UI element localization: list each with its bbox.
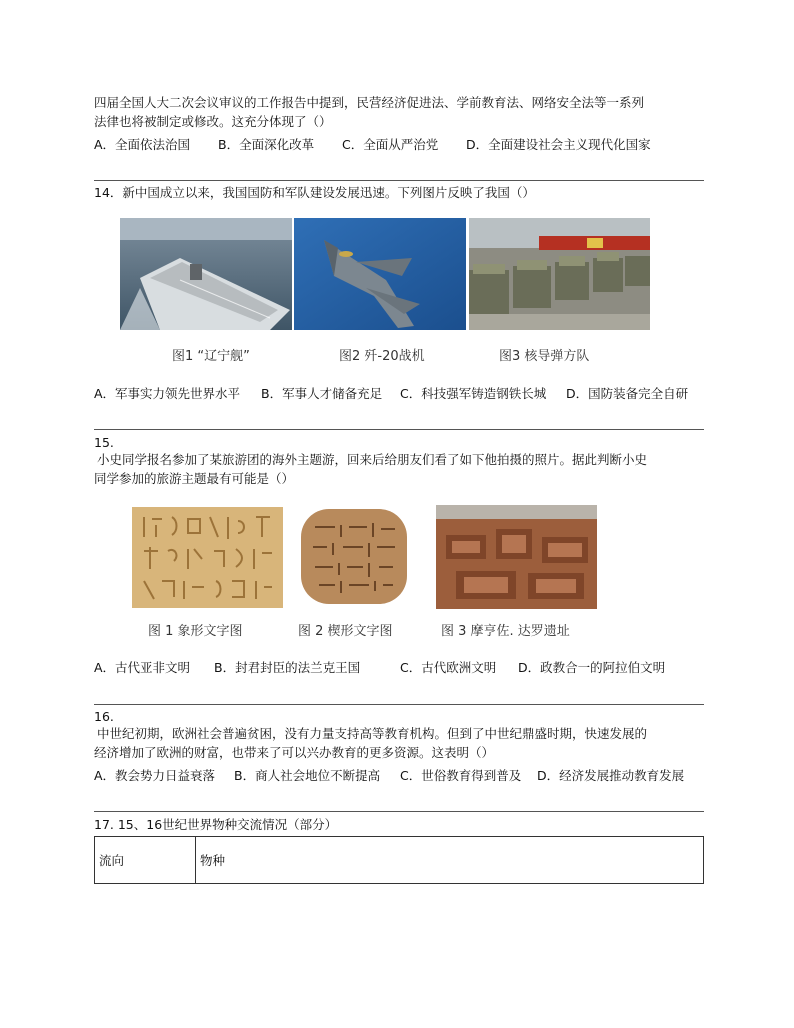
q15-stem-line1: 小史同学报名参加了某旅游团的海外主题游，回来后给朋友们看了如下他拍摄的照片。据此判断小史 bbox=[97, 452, 648, 467]
q15-option-d: D．政教合一的阿拉伯文明 bbox=[518, 660, 666, 675]
q15-caption-1: 图 1 象形文字图 bbox=[148, 624, 243, 639]
q16-option-a: A．教会势力日益衰落 bbox=[94, 768, 216, 783]
missile-parade-photo bbox=[469, 218, 650, 330]
table-row bbox=[95, 837, 704, 884]
q16-option-c: C．世俗教育得到普及 bbox=[400, 768, 522, 783]
q15-number: 15. bbox=[94, 435, 114, 450]
q17-stem: 17. 15、16世纪世界物种交流情况（部分） bbox=[94, 817, 338, 832]
carrier-photo bbox=[120, 218, 292, 330]
q15-option-b: B．封君封臣的法兰克王国 bbox=[214, 660, 361, 675]
q13-option-b: B．全面深化改革 bbox=[218, 137, 315, 152]
q14-caption-1: 图1 “辽宁舰” bbox=[172, 349, 250, 364]
mohenjo-daro-photo bbox=[436, 505, 597, 609]
q14-option-c: C．科技强军铸造钢铁长城 bbox=[400, 386, 547, 401]
divider bbox=[94, 180, 704, 181]
hieroglyph-photo bbox=[132, 507, 283, 608]
divider bbox=[94, 704, 704, 705]
divider bbox=[94, 429, 704, 430]
q15-option-a: A．古代亚非文明 bbox=[94, 660, 191, 675]
q13-option-a: A．全面依法治国 bbox=[94, 137, 191, 152]
q14-caption-3: 图3 核导弹方队 bbox=[499, 349, 590, 364]
q15-caption-3: 图 3 摩亨佐. 达罗遗址 bbox=[441, 624, 570, 639]
cuneiform-tablet-photo bbox=[297, 505, 411, 608]
q16-option-b: B．商人社会地位不断提高 bbox=[234, 768, 381, 783]
q16-stem-line1: 中世纪初期，欧洲社会普遍贫困，没有力量支持高等教育机构。但到了中世纪鼎盛时期，快速发展的 bbox=[97, 726, 648, 741]
q14-caption-2: 图2 歼-20战机 bbox=[339, 349, 425, 364]
species-exchange-table bbox=[94, 836, 704, 884]
q13-stem-line2: 法律也将被制定或修改。这充分体现了（） bbox=[94, 114, 332, 129]
fighter-jet-photo bbox=[294, 218, 466, 330]
q14-option-b: B．军事人才储备充足 bbox=[261, 386, 383, 401]
table-header-direction: 流向 bbox=[95, 837, 196, 884]
q13-stem-line1: 四届全国人大二次会议审议的工作报告中提到，民营经济促进法、学前教育法、网络安全法等一系列 bbox=[94, 95, 645, 110]
q14-stem: 14．新中国成立以来，我国国防和军队建设发展迅速。下列图片反映了我国（） bbox=[94, 185, 535, 200]
q13-option-d: D．全面建设社会主义现代化国家 bbox=[466, 137, 651, 152]
q16-number: 16. bbox=[94, 709, 114, 724]
q16-option-d: D．经济发展推动教育发展 bbox=[537, 768, 685, 783]
q13-option-c: C．全面从严治党 bbox=[342, 137, 439, 152]
table-header-species: 物种 bbox=[196, 837, 704, 884]
divider bbox=[94, 811, 704, 812]
q14-option-a: A．军事实力领先世界水平 bbox=[94, 386, 241, 401]
q15-stem-line2: 同学参加的旅游主题最有可能是（） bbox=[94, 471, 295, 486]
q16-stem-line2: 经济增加了欧洲的财富，也带来了可以兴办教育的更多资源。这表明（） bbox=[94, 745, 495, 760]
q14-option-d: D．国防装备完全自研 bbox=[566, 386, 689, 401]
q15-option-c: C．古代欧洲文明 bbox=[400, 660, 497, 675]
q15-caption-2: 图 2 楔形文字图 bbox=[298, 624, 393, 639]
